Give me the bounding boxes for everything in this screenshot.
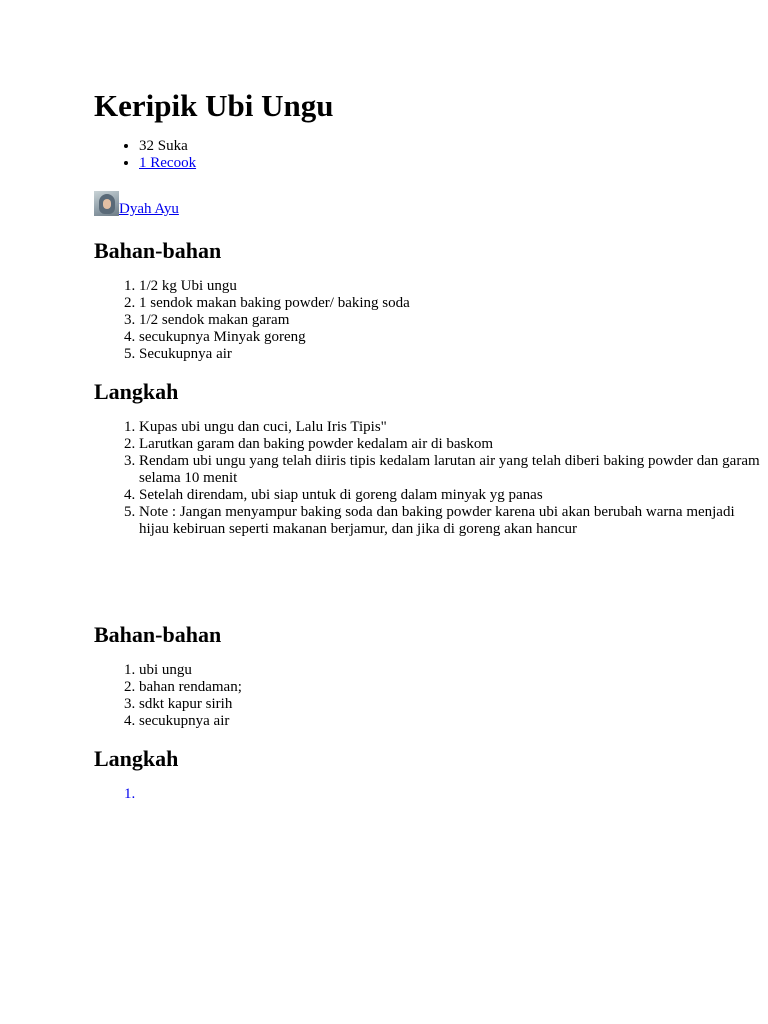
ingredient-item: 1. ubi ungu	[139, 662, 768, 679]
author-block	[94, 189, 768, 216]
ingredient-item: 3. 1/2 sendok makan garam	[139, 312, 768, 329]
recipe-title: Keripik Ubi Ungu	[94, 88, 334, 123]
recipe-stats	[94, 138, 768, 172]
step-item: 1. Kupas ubi ungu dan cuci, Lalu Iris Tipis"	[139, 419, 768, 436]
ingredient-item: 5. Secukupnya air	[139, 346, 768, 363]
ingredient-item: 4. secukupnya Minyak goreng	[139, 329, 768, 346]
author-avatar[interactable]	[94, 191, 119, 216]
ingredients-list	[94, 278, 768, 363]
step-item: 4. Setelah direndam, ubi siap untuk di goreng dalam minyak yg panas	[139, 487, 768, 504]
step-item: 3. Rendam ubi ungu yang telah diiris tipis kedalam larutan air yang telah diberi baking powder dan garam selama 10 menit	[139, 453, 768, 487]
step-item: 5. Note : Jangan menyampur baking soda dan baking powder karena ubi akan berubah warna menjadi hijau kebiruan seperti makanan berjamur, dan jika di goreng akan hancur	[139, 504, 768, 538]
steps-list	[94, 419, 768, 538]
ingredient-item: 4. secukupnya air	[139, 713, 768, 730]
steps-heading-2: Langkah	[94, 746, 179, 771]
recook-link[interactable]: 1 Recook	[139, 155, 197, 171]
ingredients-heading: Bahan-bahan	[94, 238, 222, 263]
likes-count: • 32 Suka	[139, 138, 768, 155]
ingredient-item: 2. 1 sendok makan baking powder/ baking soda	[139, 295, 768, 312]
ingredients-list-2	[94, 662, 768, 730]
steps-list-2	[94, 786, 768, 803]
ingredients-heading-2: Bahan-bahan	[94, 622, 222, 647]
step-item: 2. Larutkan garam dan baking powder kedalam air di baskom	[139, 436, 768, 453]
step-item-empty	[139, 786, 768, 803]
ingredient-item: 3. sdkt kapur sirih	[139, 696, 768, 713]
ingredient-item: 1. 1/2 kg Ubi ungu	[139, 278, 768, 295]
ingredient-item: 2. bahan rendaman;	[139, 679, 768, 696]
author-name-link[interactable]: Dyah Ayu	[119, 201, 179, 217]
recook-item	[139, 155, 768, 172]
steps-heading: Langkah	[94, 379, 179, 404]
